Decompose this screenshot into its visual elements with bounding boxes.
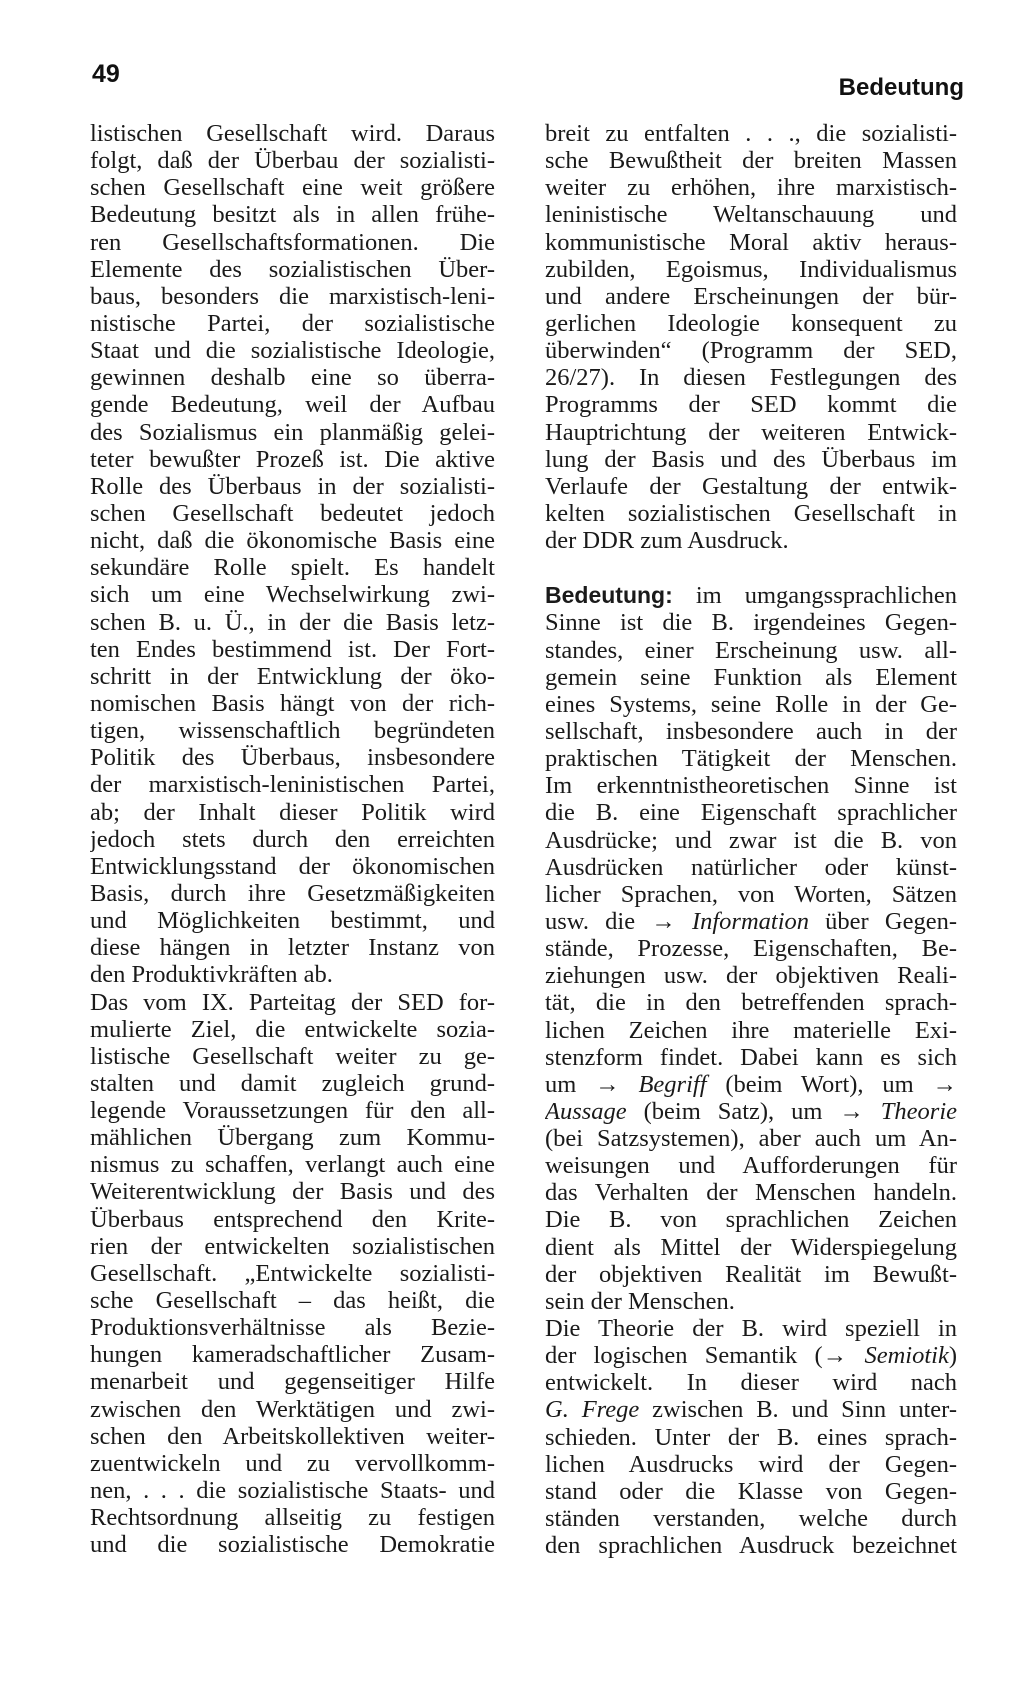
text-line: stand oder die Klasse von Gegen- — [545, 1477, 957, 1505]
text-line: Politik des Überbaus, insbesondere — [90, 744, 495, 772]
text-line: Die B. von sprachlichen Zeichen — [545, 1206, 957, 1234]
text-line: Weiterentwicklung der Basis und des — [90, 1178, 495, 1206]
text-line: Entwicklungsstand der ökonomischen — [90, 852, 495, 880]
left-column — [90, 120, 495, 1558]
cross-reference: Information — [691, 907, 810, 935]
entry-headword: Bedeutung: — [545, 582, 673, 609]
text-line: legende Voraussetzungen für den all- — [90, 1097, 495, 1125]
text-line: schieden. Unter der B. eines sprach- — [545, 1423, 957, 1451]
text-run: über Gegen- — [809, 907, 957, 935]
text-line: Rolle des Überbaus in der sozialisti- — [90, 472, 495, 500]
entry-lines — [545, 609, 957, 908]
text-line: ren Gesellschaftsformationen. Die — [90, 228, 495, 256]
text-line: stenzform findet. Dabei kann es sich — [545, 1043, 957, 1071]
text-line: das Verhalten der Menschen handeln. — [545, 1179, 957, 1207]
text-run: um → — [545, 1070, 639, 1098]
text-line: ständen verstanden, welche durch — [545, 1505, 957, 1533]
text-line: weiter zu erhöhen, ihre marxistisch- — [545, 174, 957, 202]
text-line: folgt, daß der Überbau der sozialisti- — [90, 147, 495, 175]
text-line: stalten und damit zugleich grund- — [90, 1069, 495, 1097]
entry-lines — [545, 1125, 957, 1342]
right-column — [545, 120, 957, 1559]
text-line: dient als Mittel der Widerspiegelung — [545, 1233, 957, 1261]
text-line: ten Endes bestimmend ist. Der Fort- — [90, 635, 495, 663]
text-line: der DDR zum Ausdruck. — [545, 527, 789, 555]
text-line: sche Gesellschaft – das heißt, die — [90, 1287, 495, 1315]
text-line: leninistische Weltanschauung und — [545, 201, 957, 229]
text-line: sich um eine Wechselwirkung zwi- — [90, 581, 495, 609]
text-line: der marxistisch-leninistischen Partei, — [90, 771, 495, 799]
running-head: Bedeutung — [838, 74, 964, 101]
text-line: (bei Satzsystemen), aber auch um An- — [545, 1125, 957, 1153]
text-line: und Möglichkeiten bestimmt, und — [90, 907, 495, 935]
text-line: lichen Zeichen ihre materielle Exi- — [545, 1016, 957, 1044]
text-line: Rechtsordnung allseitig zu festigen — [90, 1504, 495, 1532]
text-line: sellschaft, insbesondere auch in der — [545, 717, 957, 745]
text-line: Gesellschaft. „Entwickelte sozialisti- — [90, 1259, 495, 1287]
text-line: der objektiven Realität im Bewußt- — [545, 1260, 957, 1288]
text-line: lichen Ausdrucks wird der Gegen- — [545, 1450, 957, 1478]
text-line: eines Systems, seine Rolle in der Ge- — [545, 690, 957, 718]
text-line: Die Theorie der B. wird speziell in — [545, 1315, 957, 1343]
entry-line — [545, 1098, 957, 1125]
entry-line — [545, 1071, 957, 1098]
text-line: den sprachlichen Ausdruck bezeichnet — [545, 1532, 957, 1560]
text-line: kommunistische Moral aktiv heraus- — [545, 228, 957, 256]
text-line: Ausdrücke; und zwar ist die B. von — [545, 826, 957, 854]
text-line: kelten sozialistischen Gesellschaft in — [545, 499, 957, 527]
text-line: und andere Erscheinungen der bür- — [545, 282, 957, 310]
text-line: schen den Arbeitskollektiven weiter- — [90, 1422, 495, 1450]
text-line: rien der entwickelten sozialistischen — [90, 1232, 495, 1260]
text-line: standes, einer Erscheinung usw. all- — [545, 636, 957, 664]
text-line: breit zu entfalten . . ., die sozialisti- — [545, 120, 957, 147]
text-line: Sinne ist die B. irgendeines Gegen- — [545, 609, 957, 637]
text-line: nicht, daß die ökonomische Basis eine — [90, 527, 495, 555]
text-line: weisungen und Aufforderungen für — [545, 1152, 957, 1180]
text-line: nomischen Basis hängt von der rich- — [90, 689, 495, 717]
text-line: des Sozialismus ein planmäßig gelei- — [90, 418, 495, 446]
cross-reference: Theorie — [880, 1097, 957, 1125]
page-number: 49 — [92, 60, 120, 88]
text-line: und die sozialistische Demokratie — [90, 1531, 495, 1559]
text-line: stände, Prozesse, Eigenschaften, Be- — [545, 935, 957, 963]
entry-line — [545, 1396, 957, 1423]
text-line: zwischen den Werktätigen und zwi- — [90, 1395, 495, 1423]
text-line: 26/27). In diesen Festlegungen des — [545, 364, 957, 392]
text-line: zubilden, Egoismus, Individualismus — [545, 255, 957, 283]
entry-line — [545, 908, 957, 935]
text-line: mählichen Übergang zum Kommu- — [90, 1124, 495, 1152]
text-line: baus, besonders die marxistisch-leni- — [90, 282, 495, 310]
text-line: Basis, durch ihre Gesetzmäßigkeiten — [90, 879, 495, 907]
entry-text: im umgangssprachlichen — [672, 582, 957, 610]
cross-reference: Semiotik — [864, 1342, 949, 1370]
text-line: listische Gesellschaft weiter zu ge- — [90, 1042, 495, 1070]
text-line: ab; der Inhalt dieser Politik wird — [90, 798, 495, 826]
paragraph-gap — [545, 554, 957, 582]
person-name: G. Frege — [545, 1396, 640, 1424]
text-line: sein der Menschen. — [545, 1287, 735, 1315]
text-line: gerlichen Ideologie konsequent zu — [545, 309, 957, 337]
text-line: schritt in der Entwicklung der öko- — [90, 662, 495, 690]
text-run: zwischen B. und Sinn unter- — [639, 1396, 957, 1424]
text-line: Elemente des sozialistischen Über- — [90, 255, 495, 283]
text-line: gemein seine Funktion als Element — [545, 663, 957, 691]
text-line: menarbeit und gegenseitiger Hilfe — [90, 1368, 495, 1396]
text-line: Verlaufe der Gestaltung der entwik- — [545, 472, 957, 500]
text-line: Programms der SED kommt die — [545, 391, 957, 419]
text-line: zuentwickeln und zu vervollkomm- — [90, 1449, 495, 1477]
text-line: schen B. u. Ü., in der die Basis letz- — [90, 608, 495, 636]
text-line: jedoch stets durch den erreichten — [90, 825, 495, 853]
text-line: schen Gesellschaft bedeutet jedoch — [90, 499, 495, 527]
text-line: mulierte Ziel, die entwickelte sozia- — [90, 1015, 495, 1043]
entry-first-line — [545, 582, 957, 609]
entry-lines — [545, 935, 957, 1071]
text-line: gewinnen deshalb eine so überra- — [90, 364, 495, 392]
text-line: schen Gesellschaft eine weit größere — [90, 174, 495, 202]
entry-line — [545, 1342, 957, 1369]
text-line: Überbaus entsprechend den Krite- — [90, 1205, 495, 1233]
text-line: die B. eine Eigenschaft sprachlicher — [545, 799, 957, 827]
text-line: nistische Partei, der sozialistische — [90, 309, 495, 337]
text-run: der logischen Semantik (→ — [545, 1342, 865, 1370]
cross-reference: Begriff — [638, 1070, 707, 1098]
text-line: tigen, wissenschaftlich begründeten — [90, 717, 495, 745]
text-line: teter bewußter Prozeß ist. Die aktive — [90, 445, 495, 473]
text-run: usw. die → — [545, 907, 692, 935]
continued-paragraph — [545, 120, 957, 554]
text-line: sekundäre Rolle spielt. Es handelt — [90, 554, 495, 582]
text-line: Staat und die sozialistische Ideologie, — [90, 337, 495, 365]
text-line: hungen kameradschaftlicher Zusam- — [90, 1341, 495, 1369]
text-line: nen, . . . die sozialistische Staats- und — [90, 1477, 495, 1505]
entry-lines — [545, 1424, 957, 1560]
text-line: nismus zu schaffen, verlangt auch eine — [90, 1151, 495, 1179]
text-line: Produktionsverhältnisse als Bezie- — [90, 1314, 495, 1342]
text-line: lung der Basis und des Überbaus im — [545, 445, 957, 473]
cross-reference: Aussage — [545, 1097, 627, 1125]
text-run: ) — [948, 1342, 957, 1370]
dictionary-entry — [545, 582, 957, 1559]
text-line: Hauptrichtung der weiteren Entwick- — [545, 418, 957, 446]
text-line: praktischen Tätigkeit der Menschen. — [545, 745, 957, 773]
text-line: Das vom IX. Parteitag der SED for- — [90, 988, 495, 1016]
text-line: Im erkenntnistheoretischen Sinne ist — [545, 772, 957, 800]
text-line: ziehungen usw. der objektiven Reali- — [545, 962, 957, 990]
text-run: (beim Wort), um → — [706, 1070, 957, 1098]
text-line: listischen Gesellschaft wird. Daraus — [90, 120, 495, 147]
entry-line: entwickelt. In dieser wird nach — [545, 1369, 957, 1397]
text-line: sche Bewußtheit der breiten Massen — [545, 147, 957, 175]
text-line: den Produktivkräften ab. — [90, 961, 333, 989]
text-line: tät, die in den betreffenden sprach- — [545, 989, 957, 1017]
text-line: Bedeutung besitzt als in allen frühe- — [90, 201, 495, 229]
text-line: licher Sprachen, von Worten, Sätzen — [545, 880, 957, 908]
text-line: diese hängen in letzter Instanz von — [90, 934, 495, 962]
text-line: Ausdrücken natürlicher oder künst- — [545, 853, 957, 881]
text-run: (beim Satz), um → — [626, 1097, 881, 1125]
text-line: gende Bedeutung, weil der Aufbau — [90, 391, 495, 419]
text-line: überwinden“ (Programm der SED, — [545, 337, 957, 365]
